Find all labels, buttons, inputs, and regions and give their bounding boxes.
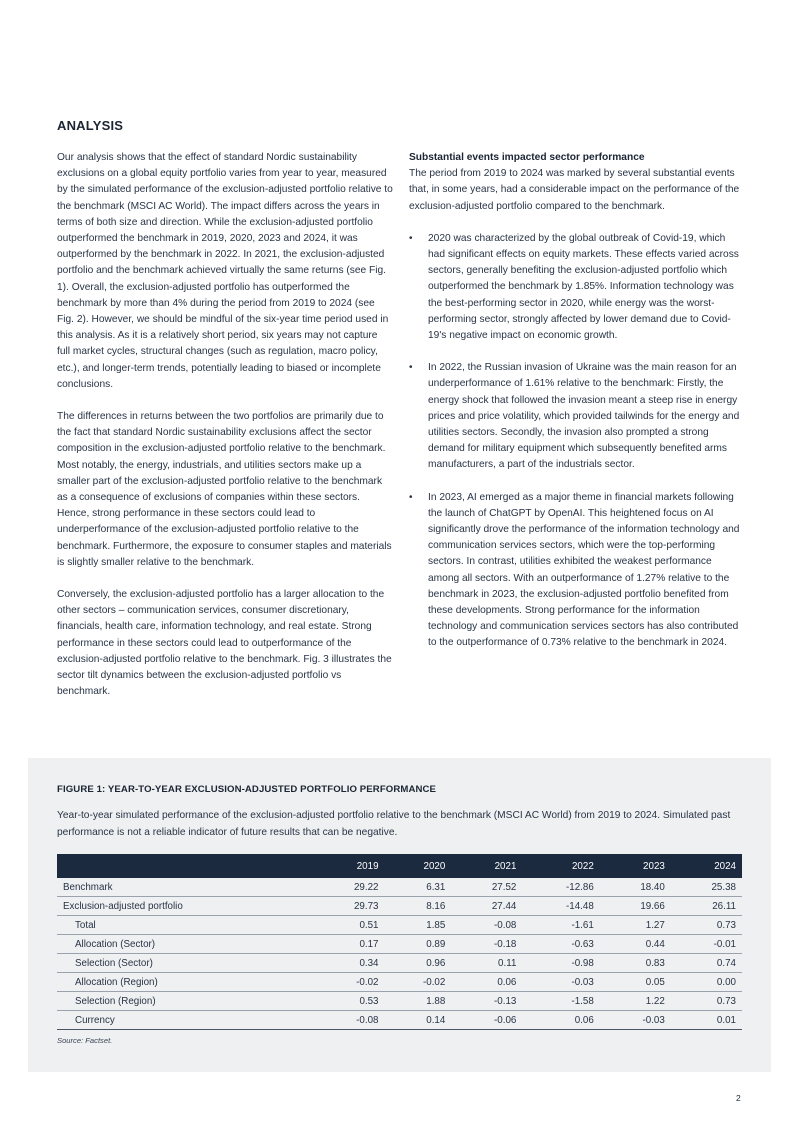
table-cell: 0.51 bbox=[313, 916, 384, 935]
table-cell: 18.40 bbox=[600, 878, 671, 897]
table-cell: 6.31 bbox=[385, 878, 452, 897]
right-column bbox=[409, 150, 745, 668]
body-paragraph: The differences in returns between the two portfolios are primarily due to the fact that standard Nordic sustainability exclusions affect the sector composition in the exclusion-adjusted portfolio relative to the benchmark. Most notably, the energy, industrials, and utilities sectors make up a smaller part of the exclusion-adjusted portfolio relative to the benchmark as a consequence of exclusions of companies within these sectors. Hence, strong performance in these sectors could lead to underperformance of the exclusion-adjusted portfolio relative to the benchmark. Furthermore, the exposure to consumer staples and materials is slightly smaller relative to the benchmark. bbox=[57, 411, 392, 568]
table-cell: -0.08 bbox=[313, 1011, 384, 1030]
table-cell: 1.22 bbox=[600, 992, 671, 1011]
table-header-cell: 2019 bbox=[313, 854, 384, 878]
table-header-cell: 2022 bbox=[522, 854, 599, 878]
row-label: Selection (Region) bbox=[57, 992, 313, 1011]
table-header-cell bbox=[57, 854, 313, 878]
table-cell: 0.34 bbox=[313, 954, 384, 973]
left-column bbox=[57, 150, 393, 717]
row-label: Selection (Sector) bbox=[57, 954, 313, 973]
table-cell: 0.01 bbox=[671, 1011, 742, 1030]
body-paragraph: Our analysis shows that the effect of standard Nordic sustainability exclusions on a global equity portfolio varies from year to year, measured by the simulated performance of the exclusion-adjusted portfolio relative to the benchmark (MSCI AC World). The impact differs across the years in terms of both size and direction. While the exclusion-adjusted portfolio outperformed the benchmark in 2019, 2020, 2023 and 2024, it was outperformed by the benchmark in 2022. In 2021, the exclusion-adjusted portfolio and the benchmark achieved virtually the same returns (see Fig. 1). Overall, the exclusion-adjusted portfolio has outperformed the benchmark by more than 4% during the period from 2019 to 2024 (see Fig. 2). However, we should be mindful of the six-year time period used in this analysis. As it is a relatively short period, six years may not capture full market cycles, structural changes (such as regulation, macro policy, etc.), and longer-term trends, potentially leading to biased or incomplete conclusions. bbox=[57, 152, 393, 390]
table-cell: -0.02 bbox=[313, 973, 384, 992]
table-cell: -1.61 bbox=[522, 916, 599, 935]
table-cell: 0.14 bbox=[385, 1011, 452, 1030]
bullet-item: • 2020 was characterized by the global outbreak of Covid-19, which had significant effects on equity markets. These effects varied across sectors, generally benefiting the exclusion-adjusted portfolio which outperformed the benchmark by 1.85%. Information technology was the best-performing sector in 2020, while energy was the worst-performing sector, strongly affected by lower demand due to Covid-19's negative impact on economic growth. bbox=[409, 231, 745, 344]
table-header-row bbox=[57, 854, 742, 878]
table-cell: 27.52 bbox=[451, 878, 522, 897]
subheading: Substantial events impacted sector performance bbox=[409, 152, 645, 163]
table-header-cell: 2024 bbox=[671, 854, 742, 878]
row-label: Allocation (Region) bbox=[57, 973, 313, 992]
performance-table bbox=[57, 854, 742, 1030]
table-cell: -0.06 bbox=[451, 1011, 522, 1030]
table-cell: -0.63 bbox=[522, 935, 599, 954]
table-cell: -0.02 bbox=[385, 973, 452, 992]
table-row bbox=[57, 897, 742, 916]
table-body bbox=[57, 878, 742, 1030]
table-header-cell: 2021 bbox=[451, 854, 522, 878]
figure-title: FIGURE 1: YEAR-TO-YEAR EXCLUSION-ADJUSTED PORTFOLIO PERFORMANCE bbox=[57, 784, 437, 795]
table-cell: 0.06 bbox=[451, 973, 522, 992]
table-row bbox=[57, 878, 742, 897]
row-label: Currency bbox=[57, 1011, 313, 1030]
table-cell: 0.96 bbox=[385, 954, 452, 973]
row-label: Benchmark bbox=[57, 878, 313, 897]
table-cell: 1.85 bbox=[385, 916, 452, 935]
table-header-cell: 2020 bbox=[385, 854, 452, 878]
table-cell: 0.44 bbox=[600, 935, 671, 954]
row-label: Total bbox=[57, 916, 313, 935]
figure-panel bbox=[28, 758, 771, 1072]
intro-paragraph: The period from 2019 to 2024 was marked by several substantial events that, in some years, had a considerable impact on the performance of the exclusion-adjusted portfolio compared to the benchmark. bbox=[409, 168, 740, 212]
table-cell: 29.22 bbox=[313, 878, 384, 897]
table-cell: -0.08 bbox=[451, 916, 522, 935]
table-cell: 29.73 bbox=[313, 897, 384, 916]
table-cell: 0.53 bbox=[313, 992, 384, 1011]
table-cell: -0.03 bbox=[600, 1011, 671, 1030]
table-cell: -1.58 bbox=[522, 992, 599, 1011]
table-cell: 1.27 bbox=[600, 916, 671, 935]
table-cell: 0.73 bbox=[671, 916, 742, 935]
row-label: Allocation (Sector) bbox=[57, 935, 313, 954]
bullet-item: • In 2022, the Russian invasion of Ukraine was the main reason for an underperformance of 1.61% relative to the benchmark: Firstly, the energy shock that followed the invasion meant a steep rise in energy prices and price volatility, which provided tailwinds for the energy and utilities sectors. Secondly, the invasion also prompted a strong demand for military equipment which subsequently benefited arms manufacturers, a part of the industrials sector. bbox=[409, 360, 745, 473]
table-cell: -0.03 bbox=[522, 973, 599, 992]
table-cell: 0.05 bbox=[600, 973, 671, 992]
table-row bbox=[57, 992, 742, 1011]
table-row bbox=[57, 916, 742, 935]
table-cell: 19.66 bbox=[600, 897, 671, 916]
table-cell: 0.00 bbox=[671, 973, 742, 992]
table-cell: 0.83 bbox=[600, 954, 671, 973]
figure-description: Year-to-year simulated performance of the exclusion-adjusted portfolio relative to the benchmark (MSCI AC World) from 2019 to 2024. Simulated past performance is not a reliable indicator of future results that can be negative. bbox=[57, 810, 731, 838]
table-cell: -0.98 bbox=[522, 954, 599, 973]
table-cell: 0.89 bbox=[385, 935, 452, 954]
table-row bbox=[57, 954, 742, 973]
table-row bbox=[57, 1011, 742, 1030]
table-cell: -14.48 bbox=[522, 897, 599, 916]
table-header-cell: 2023 bbox=[600, 854, 671, 878]
table-cell: 8.16 bbox=[385, 897, 452, 916]
body-paragraph: Conversely, the exclusion-adjusted portfolio has a larger allocation to the other sectors – communication services, consumer discretionary, financials, health care, information technology, and real estate. Strong performance in these sectors could lead to outperformance of the exclusion-adjusted portfolio relative to the benchmark. Fig. 3 illustrates the sector tilt dynamics between the exclusion-adjusted portfolio vs benchmark. bbox=[57, 589, 392, 698]
table-cell: 1.88 bbox=[385, 992, 452, 1011]
table-cell: 0.73 bbox=[671, 992, 742, 1011]
table-cell: 26.11 bbox=[671, 897, 742, 916]
bullet-list bbox=[409, 231, 745, 652]
table-cell: -0.13 bbox=[451, 992, 522, 1011]
table-row bbox=[57, 973, 742, 992]
table-cell: -12.86 bbox=[522, 878, 599, 897]
page-number: 2 bbox=[736, 1093, 741, 1103]
table-row bbox=[57, 935, 742, 954]
source-note: Source: Factset. bbox=[57, 1036, 113, 1045]
table-cell: -0.18 bbox=[451, 935, 522, 954]
table-cell: 0.74 bbox=[671, 954, 742, 973]
table-cell: 0.06 bbox=[522, 1011, 599, 1030]
row-label: Exclusion-adjusted portfolio bbox=[57, 897, 313, 916]
table-cell: 0.11 bbox=[451, 954, 522, 973]
section-heading: ANALYSIS bbox=[57, 118, 124, 133]
table-cell: 0.17 bbox=[313, 935, 384, 954]
bullet-item: • In 2023, AI emerged as a major theme in financial markets following the launch of ChatGPT by OpenAI. This heightened focus on AI significantly drove the performance of the information technology and communication services sectors, which were the top-performing sectors. In contrast, utilities exhibited the weakest performance among all sectors. With an outperformance of 1.27% relative to the benchmark in 2023, the exclusion-adjusted portfolio benefited from these developments. Strong performance for the information technology and communication services sectors has also contributed to the outperformance of 0.73% relative to the benchmark in 2024. bbox=[409, 490, 745, 652]
table-cell: 25.38 bbox=[671, 878, 742, 897]
table-cell: -0.01 bbox=[671, 935, 742, 954]
table-cell: 27.44 bbox=[451, 897, 522, 916]
